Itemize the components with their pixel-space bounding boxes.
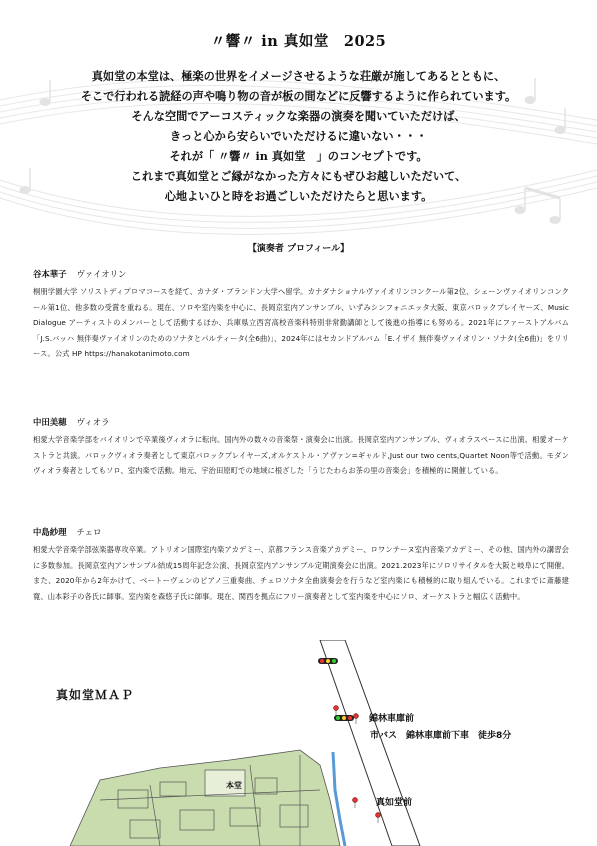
intro-line: 真如堂の本堂は、極楽の世界をイメージさせるような荘厳が施してあるとともに、: [91, 69, 506, 83]
performer-name: 中田美穂: [33, 417, 67, 427]
intro-line: それが「 〃響〃 in 真如堂 」のコンセプトです。: [169, 149, 428, 163]
intro-line: 心地よいひと時をお過ごしいただけたらと思います。: [164, 189, 433, 203]
traffic-light-north: [318, 658, 338, 664]
performer-instrument: ヴァイオリン: [76, 269, 127, 279]
temple-grounds: [70, 750, 340, 846]
page-title: 〃響〃 in 真如堂 2025: [210, 33, 387, 50]
performer-instrument: ヴィオラ: [76, 417, 110, 427]
map-title: 真如堂ＭＡＰ: [56, 688, 135, 702]
hall-label: 本堂: [226, 781, 242, 790]
performer-name: 中島紗理: [33, 527, 67, 537]
traffic-light-south: [334, 715, 354, 721]
performer-bio: 桐朋学園大学 ソリストディプロマコースを経て、カナダ・ブランドン大学へ留学。カナダナショナルヴァイオリンコンクール第2位、シェーンヴァイオリンコンクール第1位、他多数の受賞を重ねる。現在、ソロや室内楽を中心に、長岡京室内アンサンブル、いずみシンフォニエッタ大阪、東京バロックプレイヤーズ、Music Dialogue アーティストのメンバーとして活動するほか、兵庫県立西宮高校音楽科特別非常勤講師として後進の指導にも努める。2021年にファーストアルバム「J.S.バッハ 無伴奏ヴァイオリンのためのソナタとパルティータ(全6曲)」、2024年にはセカンドアルバム「E.イザイ 無伴奏ヴァイオリン・ソナタ(全6曲)」をリリース。公式 HP https://hanakotanimoto.com: [33, 287, 569, 359]
performer-instrument: チェロ: [76, 527, 102, 537]
performer-cello: [33, 526, 569, 604]
intro-line: これまで真如堂とご縁がなかった方々にもぜひお越しいただいて、: [130, 169, 467, 183]
main-road: [320, 640, 420, 846]
performer-bio: 相愛大学音楽学部弦楽器専攻卒業。アトリオン国際室内楽アカデミー、京都フランス音楽アカデミー、ロワンテーヌ室内音楽アカデミー、その他、国内外の講習会に多数参加。長岡京室内アンサンブル結成15周年記念公演、長岡京室内アンサンブル定期演奏会に出演。2021.2023年にソロリサイタルを大阪と岐阜にて開催。また、2020年から2年かけて、ベートーヴェンのピアノ三重奏曲、チェロソナタ全曲演奏会を行うなど室内楽にも積極的に取り組んでいる。これまでに斎藤建寛、山本彩子の各氏に師事。室内楽を森悠子氏に師事。現在、関西を拠点にフリー演奏者として室内楽を中心にソロ、オーケストラと幅広く活動中。: [33, 545, 569, 601]
intro-line: そこで行われる読経の声や鳴り物の音が板の間などに反響するように作られています。: [80, 89, 517, 103]
profile-heading: 【演奏者 プロフィール】: [247, 244, 350, 254]
bus-stop-label: 真如堂前: [376, 798, 413, 808]
performer-viola: [33, 416, 569, 479]
intro-text: [30, 66, 567, 206]
performer-violin: [33, 268, 569, 362]
bus-stop-label: 錦林車庫前: [369, 714, 415, 724]
bus-info: 市バス 錦林車庫前下車 徒歩8分: [370, 731, 512, 741]
temple-map: [0, 640, 597, 846]
performer-name: 谷本華子: [33, 269, 67, 279]
performer-bio: 相愛大学音楽学部をバイオリンで卒業後ヴィオラに転向。国内外の数々の音楽祭・演奏会に出演。長岡京室内アンサンブル、ヴィオラスペースに出演。相愛オーケストラと共演。バロックヴィオラ奏者として東京バロックプレイヤーズ,オルケストル・アヴァン=ギャルド,Just our two cents,Quartet Noon等で活動。モダンヴィオラ奏者としてもソロ、室内楽で活動。地元、宇治田原町での地域に根ざした「うじたわらお茶の里の音楽会」を積極的に開催している。: [33, 435, 569, 476]
intro-line: きっと心から安らいでいただけるに違いない・・・: [169, 129, 428, 143]
intro-line: そんな空間でアーコスティックな楽器の演奏を聞いていただけば、: [131, 109, 466, 123]
